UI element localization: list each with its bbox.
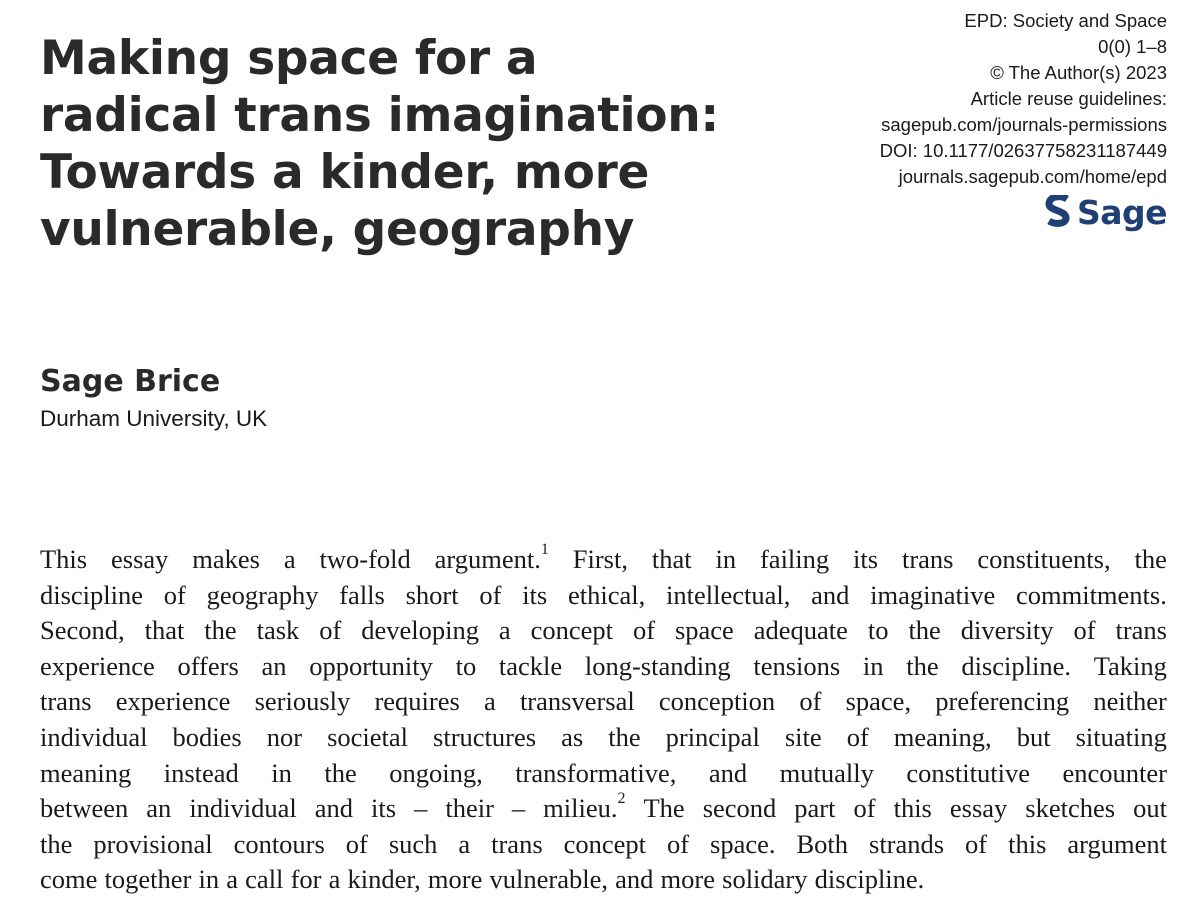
reuse-guidelines-link[interactable]: sagepub.com/journals-permissions	[881, 114, 1167, 135]
abstract-word: kinder,	[347, 864, 421, 895]
abstract-word: short	[405, 579, 459, 610]
abstract-word: Both	[796, 828, 849, 859]
abstract-word: intellectual,	[665, 579, 791, 610]
abstract-word: individual	[189, 793, 297, 824]
abstract-word: of	[666, 828, 690, 859]
journal-info	[767, 8, 1167, 190]
abstract-word: trans	[40, 686, 92, 717]
abstract-word: essay	[949, 793, 1008, 824]
abstract-word: tackle	[498, 650, 563, 681]
abstract-word: that	[651, 544, 692, 574]
abstract-word: more	[427, 864, 483, 895]
abstract-word: that	[144, 615, 185, 646]
abstract-word: space.	[710, 828, 776, 859]
abstract-word: transformative,	[515, 757, 677, 788]
abstract-word: of	[1073, 615, 1096, 646]
abstract-word: provisional	[93, 828, 213, 859]
abstract-word: second	[702, 793, 777, 824]
abstract-line	[40, 613, 1167, 649]
abstract-word: in	[715, 544, 737, 574]
abstract-line	[40, 827, 1167, 863]
abstract-word: to	[867, 615, 889, 646]
title-line: Towards a kinder, more	[40, 145, 650, 200]
abstract-word: encounter	[1062, 757, 1167, 788]
reuse-guidelines-label: Article reuse guidelines:	[970, 88, 1167, 109]
abstract-word: the	[908, 615, 941, 646]
abstract-word: argument.$^1$	[434, 541, 549, 574]
abstract-word: argument	[1067, 828, 1167, 859]
abstract-word: bodies	[172, 721, 242, 752]
abstract-word: in	[862, 650, 884, 681]
abstract-word: developing	[361, 615, 479, 646]
abstract-word: neither	[1093, 686, 1167, 717]
abstract-word: imaginative	[870, 579, 996, 610]
abstract-word: makes	[192, 544, 260, 574]
abstract-word: together	[104, 864, 192, 895]
abstract-word: contours	[233, 828, 325, 859]
abstract-word: sketches	[1025, 793, 1116, 824]
abstract-word: opportunity	[309, 650, 433, 681]
abstract-word: offers	[177, 650, 239, 681]
abstract-word: and	[314, 793, 354, 824]
abstract-word: as	[561, 721, 584, 752]
abstract-line	[40, 862, 1167, 898]
footnote-marker[interactable]: 1	[540, 541, 549, 559]
abstract-word: to	[455, 650, 477, 681]
abstract-word: meaning	[40, 757, 132, 788]
abstract-word: two-fold	[319, 544, 411, 574]
abstract-word: trans	[1115, 615, 1167, 646]
abstract-word: Taking	[1093, 650, 1167, 681]
abstract-word: instead	[163, 757, 239, 788]
abstract-word: a	[226, 864, 239, 895]
abstract-word: trans	[901, 544, 954, 574]
abstract-word: First,	[572, 544, 628, 574]
abstract-line	[40, 649, 1167, 685]
abstract-word: their	[445, 793, 494, 824]
abstract-word: vulnerable,	[489, 864, 608, 895]
footnote-marker[interactable]: 2	[617, 790, 626, 808]
copyright: © The Author(s) 2023	[990, 62, 1167, 83]
abstract-word: an	[146, 793, 172, 824]
abstract-word: and	[615, 864, 654, 895]
abstract-word: experience	[40, 650, 155, 681]
sage-s-icon	[1045, 195, 1071, 231]
abstract-word: and	[708, 757, 748, 788]
abstract-word: of	[163, 579, 186, 610]
abstract-word: mutually	[779, 757, 874, 788]
abstract-word: tensions	[753, 650, 841, 681]
abstract-word: the	[608, 721, 641, 752]
abstract-word: –	[511, 793, 526, 824]
abstract-word: space	[674, 615, 734, 646]
abstract-word: in	[271, 757, 292, 788]
abstract-word: such	[388, 828, 438, 859]
abstract-word: for	[290, 864, 322, 895]
abstract-word: discipline	[40, 579, 144, 610]
abstract-word: the	[204, 615, 237, 646]
abstract-word: between	[40, 793, 129, 824]
abstract-word: the	[1134, 544, 1167, 574]
abstract-word: individual	[40, 721, 148, 752]
journal-name: EPD: Society and Space	[964, 10, 1167, 31]
abstract-word: discipline.	[814, 864, 925, 895]
abstract-word: a	[458, 828, 471, 859]
abstract-word: constituents,	[977, 544, 1111, 574]
abstract-word: the	[40, 828, 73, 859]
abstract-word: milieu.$^2$	[543, 790, 626, 824]
abstract-word: commitments.	[1015, 579, 1167, 610]
abstract-word: meaning,	[893, 721, 992, 752]
abstract-line	[40, 578, 1167, 614]
abstract-word: transversal	[519, 686, 635, 717]
abstract-word: its	[371, 793, 397, 824]
abstract-word: long-standing	[584, 650, 731, 681]
abstract-word: failing	[759, 544, 830, 574]
abstract-word: structures	[433, 721, 537, 752]
abstract-word: of	[965, 828, 988, 859]
abstract-line	[40, 756, 1167, 792]
abstract-word: trans	[491, 828, 543, 859]
abstract-word: diversity	[960, 615, 1054, 646]
abstract-word: essay	[111, 544, 169, 574]
abstract-word: this	[893, 793, 932, 824]
abstract-word: The	[643, 793, 685, 824]
abstract-word: falls	[339, 579, 385, 610]
abstract-word: of	[319, 615, 342, 646]
sage-logo-text: Sage	[1076, 193, 1167, 232]
article-title	[40, 30, 740, 258]
abstract-word: situating	[1075, 721, 1167, 752]
abstract-word: –	[414, 793, 428, 824]
abstract-word: a	[484, 686, 496, 717]
abstract-word: a	[328, 864, 341, 895]
abstract-word: ongoing,	[389, 757, 483, 788]
abstract-word: its	[853, 544, 879, 574]
abstract-word: adequate	[753, 615, 848, 646]
abstract-word: This	[40, 544, 88, 574]
doi[interactable]: DOI: 10.1177/02637758231187449	[879, 140, 1167, 161]
abstract-line	[40, 720, 1167, 756]
abstract-word: of	[632, 615, 656, 646]
abstract-word: its	[522, 579, 548, 610]
abstract-word: a	[283, 544, 296, 574]
abstract-word: and	[811, 579, 850, 610]
abstract-word: part	[794, 793, 836, 824]
abstract-word: but	[1016, 721, 1051, 752]
title-line: radical trans imagination:	[40, 88, 719, 143]
abstract-word: of	[846, 721, 869, 752]
abstract-word: this	[1008, 828, 1047, 859]
journal-homepage-link[interactable]: journals.sagepub.com/home/epd	[898, 166, 1167, 187]
journal-volume: 0(0) 1–8	[1098, 36, 1167, 57]
abstract-word: of	[799, 686, 822, 717]
abstract-line	[40, 684, 1167, 720]
abstract-word: geography	[206, 579, 319, 610]
abstract-word: Second,	[40, 615, 125, 646]
abstract-word: preferencing	[935, 686, 1070, 717]
author-affiliation: Durham University, UK	[40, 406, 268, 431]
abstract-word: the	[324, 757, 357, 788]
abstract-word: conception	[658, 686, 776, 717]
abstract-word: come	[40, 864, 98, 895]
abstract-word: societal	[327, 721, 409, 752]
abstract-word: an	[261, 650, 287, 681]
abstract-word: space,	[845, 686, 912, 717]
abstract-line	[40, 791, 1167, 827]
abstract-word: seriously	[254, 686, 351, 717]
title-line: vulnerable, geography	[40, 202, 635, 257]
abstract-word: nor	[266, 721, 303, 752]
abstract	[40, 542, 1167, 898]
abstract-word: the	[906, 650, 939, 681]
abstract-word: more	[660, 864, 715, 895]
abstract-word: in	[198, 864, 220, 895]
abstract-word: requires	[374, 686, 460, 717]
abstract-word: site	[784, 721, 822, 752]
abstract-word: call	[245, 864, 284, 895]
abstract-word: principal	[665, 721, 760, 752]
author-name: Sage Brice	[40, 364, 221, 399]
abstract-word: of	[479, 579, 502, 610]
abstract-word: experience	[115, 686, 231, 717]
abstract-word: concept	[563, 828, 647, 859]
abstract-word: solidary	[722, 864, 808, 895]
abstract-line	[40, 542, 1167, 578]
abstract-word: strands	[869, 828, 945, 859]
abstract-word: of	[345, 828, 368, 859]
abstract-word: out	[1133, 793, 1167, 824]
abstract-word: ethical,	[567, 579, 646, 610]
abstract-word: discipline.	[961, 650, 1071, 681]
abstract-word: concept	[530, 615, 614, 646]
title-line: Making space for a	[40, 31, 538, 86]
sage-logo	[1045, 193, 1167, 233]
abstract-word: task	[256, 615, 300, 646]
abstract-word: constitutive	[906, 757, 1030, 788]
abstract-word: of	[853, 793, 876, 824]
abstract-word: a	[498, 615, 511, 646]
